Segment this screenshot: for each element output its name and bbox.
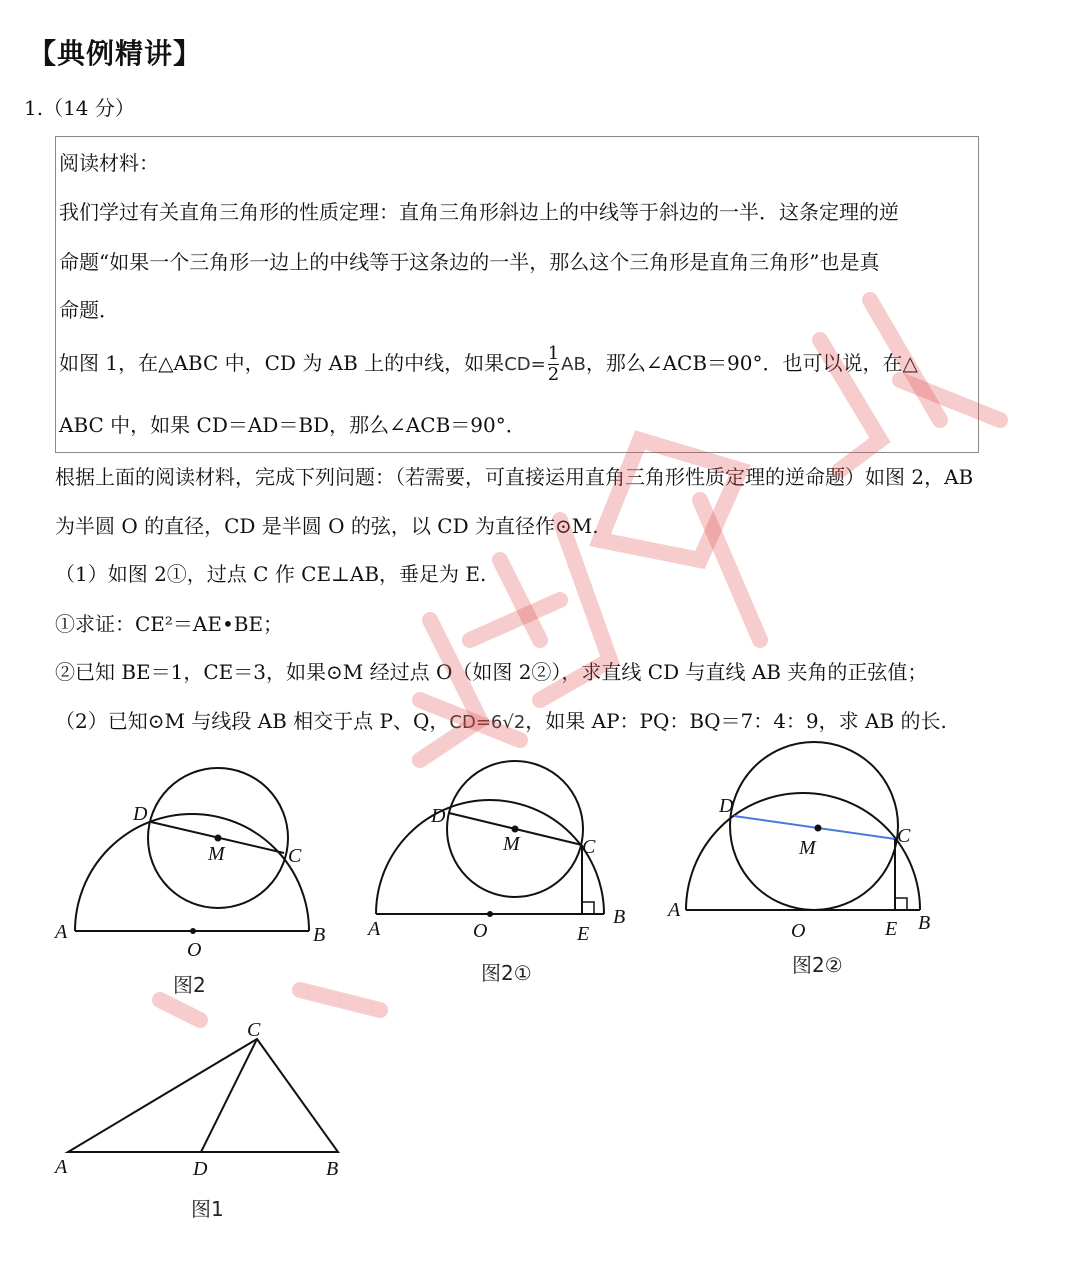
label-d: D [193, 1158, 208, 1180]
figure-2-2 [686, 742, 920, 910]
label-b: B [613, 906, 626, 928]
label-b: B [326, 1158, 339, 1180]
figure-2 [75, 768, 309, 931]
problem-part1: （1）如图 2①，过点 C 作 CE⊥AB，垂足为 E. [55, 562, 487, 586]
label-e: E [577, 923, 590, 945]
reading-para2-text-a: 如图 1，在△ABC 中，CD 为 AB 上的中线，如果 [59, 351, 505, 375]
fraction-denominator: 2 [547, 364, 560, 385]
point-m [215, 835, 222, 842]
reading-para1-line2: 命题“如果一个三角形一边上的中线等于这条边的一半，那么这个三角形是直角三角形”也是真 [59, 250, 880, 274]
reading-para1-line3: 命题． [59, 298, 119, 322]
reading-title: 阅读材料： [59, 151, 159, 175]
right-angle-mark [582, 902, 594, 914]
figure-2-1 [376, 761, 604, 914]
semicircle-o [376, 800, 604, 914]
reading-para1-line1: 我们学过有关直角三角形的性质定理：直角三角形斜边上的中线等于斜边的一半．这条定理的逆 [59, 200, 899, 224]
problem-part1-a: ①求证：CE²＝AE•BE； [55, 612, 284, 636]
problem-part1-b: ②已知 BE＝1，CE＝3，如果⊙M 经过点 O（如图 2②），求直线 CD 与直线 AB 夹角的正弦值； [55, 660, 928, 684]
label-c: C [288, 845, 302, 867]
point-m [815, 825, 822, 832]
label-d: D [133, 803, 148, 825]
label-e: E [885, 918, 898, 940]
label-d: D [431, 805, 446, 827]
label-c: C [247, 1019, 261, 1041]
label-c: C [582, 836, 596, 858]
problem-part2-text-a: （2）已知⊙M 与线段 AB 相交于点 P、Q， [55, 709, 450, 733]
caption-fig2-1: 图2① [481, 961, 532, 985]
label-o: O [791, 920, 806, 942]
circle-m [730, 742, 898, 910]
fraction-numerator: 1 [547, 343, 560, 364]
label-m: M [208, 843, 225, 865]
reading-para2-text-b: ，那么∠ACB＝90°．也可以说，在△ [585, 351, 918, 375]
triangle-abc [68, 1039, 338, 1152]
label-b: B [918, 912, 931, 934]
question-number: 1.（14 分） [24, 96, 135, 120]
label-d: D [719, 795, 734, 817]
reading-para2-line2: ABC 中，如果 CD＝AD＝BD，那么∠ACB＝90°． [59, 413, 526, 437]
label-b: B [313, 924, 326, 946]
problem-part2-cd: CD=6√2 [449, 712, 526, 733]
right-angle-mark [895, 898, 907, 910]
problem-intro-line2: 为半圆 O 的直径，CD 是半圆 O 的弦，以 CD 为直径作⊙M. [55, 514, 599, 538]
label-a: A [668, 899, 681, 921]
problem-intro-line1: 根据上面的阅读材料，完成下列问题：（若需要，可直接运用直角三角形性质定理的逆命题）如图 2，AB [55, 465, 974, 489]
label-m: M [503, 833, 520, 855]
label-o: O [187, 939, 202, 961]
label-m: M [799, 837, 816, 859]
label-o: O [473, 920, 488, 942]
caption-fig2-2: 图2② [792, 953, 843, 977]
point-m [512, 826, 519, 833]
reading-ab: AB [561, 354, 586, 375]
caption-fig1: 图1 [191, 1197, 224, 1221]
problem-part2-text-b: ，如果 AP：PQ：BQ＝7：4：9，求 AB 的长. [525, 709, 947, 733]
label-c: C [897, 825, 911, 847]
point-o [190, 928, 196, 934]
label-a: A [55, 921, 68, 943]
section-heading: 【典例精讲】 [28, 37, 203, 70]
point-o [487, 911, 493, 917]
chord-cd [734, 816, 895, 839]
reading-cd: CD= [504, 354, 546, 375]
caption-fig2: 图2 [173, 973, 206, 997]
figure-1 [68, 1039, 338, 1152]
label-a: A [55, 1156, 68, 1178]
label-a: A [368, 918, 381, 940]
